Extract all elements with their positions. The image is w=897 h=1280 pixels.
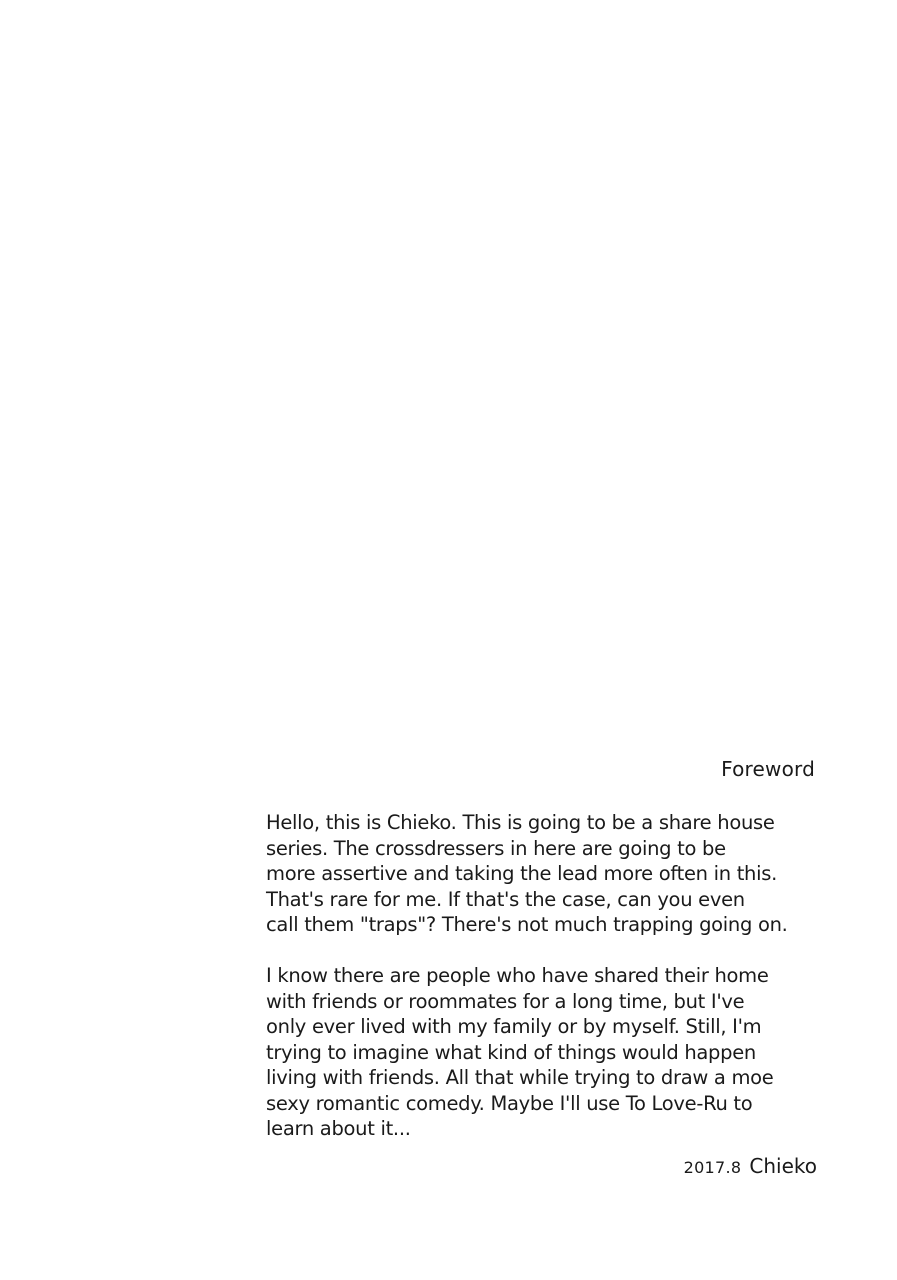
paragraph bbox=[266, 810, 866, 938]
text-line: learn about it... bbox=[266, 1117, 411, 1140]
paragraph bbox=[266, 963, 866, 1142]
text-line: living with friends. All that while trying to draw a moe bbox=[266, 1066, 774, 1089]
text-line: only ever lived with my family or by myself. Still, I'm bbox=[266, 1015, 762, 1038]
text-line: sexy romantic comedy. Maybe I'll use To Love-Ru to bbox=[266, 1091, 753, 1115]
signature-date: 2017.8 bbox=[683, 1158, 742, 1177]
text-line: That's rare for me. If that's the case, can you even bbox=[266, 887, 745, 911]
text-line: with friends or roommates for a long time, but I've bbox=[266, 989, 745, 1013]
foreword-body bbox=[266, 810, 866, 1142]
text-line: call them "traps"? There's not much trapping going on. bbox=[266, 913, 788, 936]
text-line: series. The crossdressers in here are going to be bbox=[266, 836, 726, 860]
text-line: trying to imagine what kind of things would happen bbox=[266, 1040, 756, 1064]
signature-name: Chieko bbox=[749, 1154, 817, 1178]
text-line: more assertive and taking the lead more often in this. bbox=[266, 862, 777, 885]
text-line: Hello, this is Chieko. This is going to be a share house bbox=[266, 811, 775, 834]
signature bbox=[684, 1154, 817, 1178]
text-line: I know there are people who have shared their home bbox=[266, 964, 769, 987]
foreword-title: Foreword bbox=[721, 757, 815, 781]
